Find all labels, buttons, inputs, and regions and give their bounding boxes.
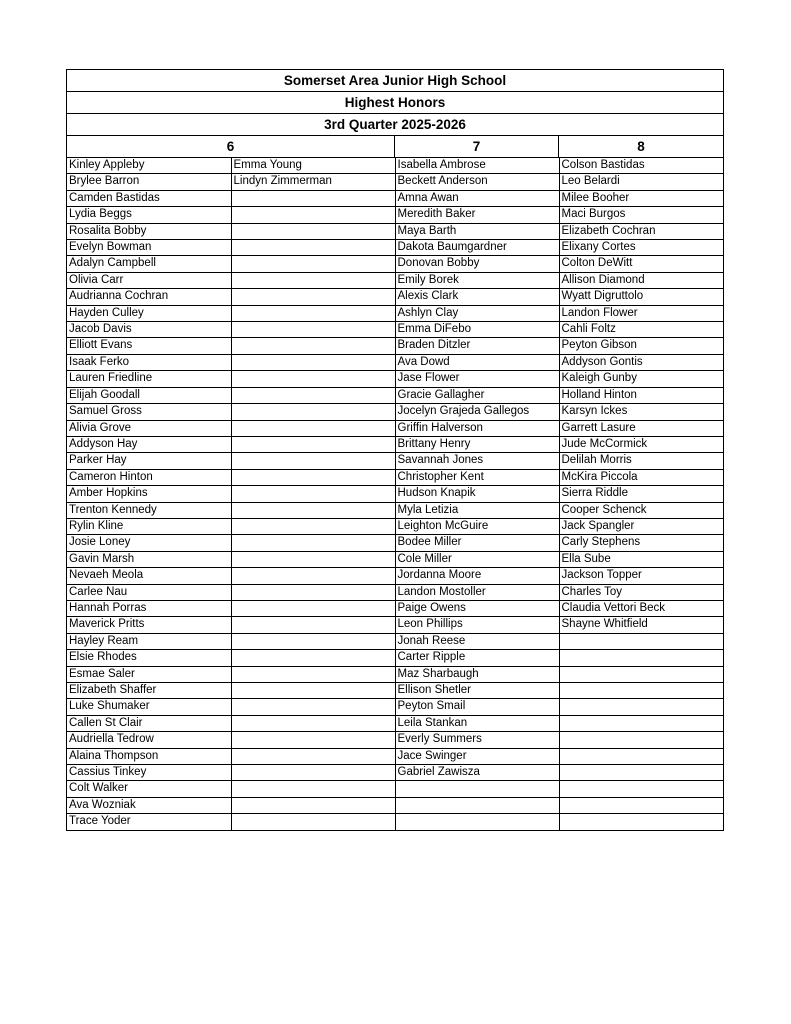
grade-6-name-cell: Audrianna Cochran (67, 289, 231, 305)
grade-7-name-cell: Myla Letizia (395, 502, 559, 518)
grade-7-name-cell: Brittany Henry (395, 436, 559, 452)
grade-6-name-cell: Evelyn Bowman (67, 240, 231, 256)
grade-7-name-cell: Donovan Bobby (395, 256, 559, 272)
grade-6-name-cell (231, 633, 395, 649)
grade-6-name-cell (231, 699, 395, 715)
grade-7-name-cell: Landon Mostoller (395, 584, 559, 600)
table-row (67, 272, 723, 288)
grade-6-name-cell (231, 715, 395, 731)
grade-7-name-cell: Everly Summers (395, 732, 559, 748)
grade-7-name-cell: Peyton Smail (395, 699, 559, 715)
grade-7-name-cell: Leighton McGuire (395, 518, 559, 534)
grade-6-name-cell: Rosalita Bobby (67, 223, 231, 239)
grade-6-name-cell: Addyson Hay (67, 436, 231, 452)
grade-6-name-cell (231, 272, 395, 288)
table-row (67, 715, 723, 731)
grade-6-name-cell: Lauren Friedline (67, 371, 231, 387)
grade-8-name-cell: Sierra Riddle (559, 486, 723, 502)
table-row (67, 781, 723, 797)
table-row (67, 387, 723, 403)
grade-6-name-cell: Lydia Beggs (67, 207, 231, 223)
table-row (67, 289, 723, 305)
grade-7-name-cell: Maya Barth (395, 223, 559, 239)
grade-6-name-cell (231, 797, 395, 813)
table-row (67, 305, 723, 321)
grade-6-name-cell (231, 683, 395, 699)
grade-8-name-cell: Delilah Morris (559, 453, 723, 469)
table-row (67, 190, 723, 206)
grade-8-name-cell: Jack Spangler (559, 518, 723, 534)
grade-6-name-cell: Adalyn Campbell (67, 256, 231, 272)
table-row (67, 568, 723, 584)
grade-7-name-cell: Gracie Gallagher (395, 387, 559, 403)
grade-8-name-cell (559, 814, 723, 830)
grade-6-name-cell (231, 584, 395, 600)
grade-7-name-cell: Savannah Jones (395, 453, 559, 469)
grade-7-name-cell: Emma DiFebo (395, 322, 559, 338)
honor-title: Highest Honors (67, 92, 723, 114)
grade-6-name-cell: Callen St Clair (67, 715, 231, 731)
grade-6-name-cell: Kinley Appleby (67, 158, 231, 174)
grade-7-name-cell: Leon Phillips (395, 617, 559, 633)
table-row (67, 748, 723, 764)
grade-7-name-cell: Carter Ripple (395, 650, 559, 666)
table-row (67, 322, 723, 338)
grade-6-header: 6 (67, 136, 395, 157)
grade-8-name-cell (559, 650, 723, 666)
table-row (67, 732, 723, 748)
grade-8-name-cell: Milee Booher (559, 190, 723, 206)
grade-6-name-cell: Esmae Saler (67, 666, 231, 682)
grade-6-name-cell (231, 404, 395, 420)
grade-7-name-cell: Beckett Anderson (395, 174, 559, 190)
school-title: Somerset Area Junior High School (67, 70, 723, 92)
grade-6-name-cell (231, 518, 395, 534)
grade-6-name-cell (231, 453, 395, 469)
grade-8-name-cell: Cooper Schenck (559, 502, 723, 518)
grade-6-name-cell: Samuel Gross (67, 404, 231, 420)
grade-8-name-cell (559, 715, 723, 731)
table-row (67, 600, 723, 616)
grade-6-name-cell (231, 765, 395, 781)
table-row (67, 699, 723, 715)
grade-7-name-cell: Hudson Knapik (395, 486, 559, 502)
grade-7-name-cell: Christopher Kent (395, 469, 559, 485)
grade-7-name-cell: Maz Sharbaugh (395, 666, 559, 682)
grade-6-name-cell (231, 732, 395, 748)
grade-6-name-cell (231, 551, 395, 567)
grade-8-name-cell (559, 666, 723, 682)
grade-8-name-cell: McKira Piccola (559, 469, 723, 485)
grade-6-name-cell: Maverick Pritts (67, 617, 231, 633)
table-row (67, 683, 723, 699)
table-row (67, 584, 723, 600)
grade-6-name-cell: Lindyn Zimmerman (231, 174, 395, 190)
grade-6-name-cell: Alivia Grove (67, 420, 231, 436)
grade-8-name-cell: Elizabeth Cochran (559, 223, 723, 239)
grade-7-name-cell: Paige Owens (395, 600, 559, 616)
grade-7-name-cell: Isabella Ambrose (395, 158, 559, 174)
table-row (67, 797, 723, 813)
grade-8-name-cell: Colson Bastidas (559, 158, 723, 174)
grade-6-name-cell: Josie Loney (67, 535, 231, 551)
table-row (67, 420, 723, 436)
grade-6-name-cell (231, 617, 395, 633)
grade-7-name-cell: Cole Miller (395, 551, 559, 567)
grade-8-name-cell: Holland Hinton (559, 387, 723, 403)
honor-roll-sheet (66, 69, 724, 831)
grade-8-name-cell: Charles Toy (559, 584, 723, 600)
table-row (67, 765, 723, 781)
grade-6-name-cell (231, 322, 395, 338)
table-row (67, 404, 723, 420)
grade-7-name-cell (395, 781, 559, 797)
grade-6-name-cell: Cameron Hinton (67, 469, 231, 485)
grade-8-name-cell: Maci Burgos (559, 207, 723, 223)
grade-6-name-cell: Hayley Ream (67, 633, 231, 649)
grade-6-name-cell (231, 814, 395, 830)
grade-6-name-cell: Elsie Rhodes (67, 650, 231, 666)
grade-6-name-cell: Ava Wozniak (67, 797, 231, 813)
grade-7-name-cell: Ellison Shetler (395, 683, 559, 699)
grade-8-name-cell (559, 781, 723, 797)
grade-8-name-cell: Kaleigh Gunby (559, 371, 723, 387)
grade-8-name-cell (559, 748, 723, 764)
grade-8-name-cell: Claudia Vettori Beck (559, 600, 723, 616)
grade-8-name-cell: Jude McCormick (559, 436, 723, 452)
table-row (67, 371, 723, 387)
table-row (67, 633, 723, 649)
grade-6-name-cell (231, 666, 395, 682)
table-row (67, 174, 723, 190)
grade-6-name-cell: Hayden Culley (67, 305, 231, 321)
grade-7-header: 7 (395, 136, 559, 157)
grade-6-name-cell (231, 256, 395, 272)
grade-header-row (67, 136, 723, 158)
grade-6-name-cell: Elijah Goodall (67, 387, 231, 403)
grade-7-name-cell: Bodee Miller (395, 535, 559, 551)
grade-6-name-cell (231, 371, 395, 387)
grade-8-name-cell: Colton DeWitt (559, 256, 723, 272)
table-row (67, 486, 723, 502)
grade-6-name-cell (231, 387, 395, 403)
grade-8-header: 8 (637, 139, 645, 154)
grade-8-name-cell: Elixany Cortes (559, 240, 723, 256)
table-row (67, 338, 723, 354)
grade-6-name-cell (231, 223, 395, 239)
grade-8-name-cell (559, 732, 723, 748)
grade-8-name-cell (559, 765, 723, 781)
grade-8-name-cell (559, 633, 723, 649)
grade-6-name-cell (231, 781, 395, 797)
grade-6-name-cell: Olivia Carr (67, 272, 231, 288)
grade-6-name-cell (231, 535, 395, 551)
grade-7-name-cell: Alexis Clark (395, 289, 559, 305)
grade-6-name-cell: Trace Yoder (67, 814, 231, 830)
grade-7-name-cell: Amna Awan (395, 190, 559, 206)
grade-8-name-cell: Karsyn Ickes (559, 404, 723, 420)
grade-6-name-cell: Brylee Barron (67, 174, 231, 190)
grade-6-name-cell (231, 305, 395, 321)
grade-6-name-cell: Trenton Kennedy (67, 502, 231, 518)
grade-8-name-cell (559, 699, 723, 715)
grade-6-name-cell (231, 600, 395, 616)
table-row (67, 207, 723, 223)
grade-7-name-cell: Jase Flower (395, 371, 559, 387)
grade-6-name-cell (231, 354, 395, 370)
grade-8-name-cell: Wyatt Digruttolo (559, 289, 723, 305)
grade-6-name-cell: Cassius Tinkey (67, 765, 231, 781)
grade-6-name-cell: Gavin Marsh (67, 551, 231, 567)
grade-7-name-cell: Jordanna Moore (395, 568, 559, 584)
grade-7-name-cell: Meredith Baker (395, 207, 559, 223)
grade-6-name-cell: Audriella Tedrow (67, 732, 231, 748)
grade-6-name-cell: Amber Hopkins (67, 486, 231, 502)
grade-8-name-cell: Peyton Gibson (559, 338, 723, 354)
grade-6-name-cell: Luke Shumaker (67, 699, 231, 715)
grade-8-name-cell: Addyson Gontis (559, 354, 723, 370)
grade-6-name-cell (231, 338, 395, 354)
grade-8-name-cell: Leo Belardi (559, 174, 723, 190)
grade-7-name-cell: Griffin Halverson (395, 420, 559, 436)
roster-table (67, 158, 723, 830)
table-row (67, 158, 723, 174)
grade-7-name-cell: Dakota Baumgardner (395, 240, 559, 256)
grade-7-name-cell: Ashlyn Clay (395, 305, 559, 321)
grade-6-name-cell: Camden Bastidas (67, 190, 231, 206)
table-row (67, 436, 723, 452)
table-row (67, 535, 723, 551)
grade-6-name-cell (231, 650, 395, 666)
table-row (67, 469, 723, 485)
table-row (67, 354, 723, 370)
grade-8-name-cell: Shayne Whitfield (559, 617, 723, 633)
table-row (67, 223, 723, 239)
table-row (67, 814, 723, 830)
grade-8-name-cell (559, 683, 723, 699)
grade-7-name-cell: Leila Stankan (395, 715, 559, 731)
grade-8-name-cell: Landon Flower (559, 305, 723, 321)
grade-6-name-cell: Nevaeh Meola (67, 568, 231, 584)
table-row (67, 617, 723, 633)
quarter-title: 3rd Quarter 2025-2026 (67, 114, 723, 136)
grade-6-name-cell: Rylin Kline (67, 518, 231, 534)
grade-6-name-cell (231, 190, 395, 206)
grade-6-name-cell (231, 486, 395, 502)
grade-8-name-cell: Carly Stephens (559, 535, 723, 551)
grade-7-name-cell: Jocelyn Grajeda Gallegos (395, 404, 559, 420)
grade-6-name-cell (231, 289, 395, 305)
grade-6-name-cell (231, 469, 395, 485)
grade-6-name-cell: Emma Young (231, 158, 395, 174)
grade-8-name-cell: Cahli Foltz (559, 322, 723, 338)
grade-7-name-cell: Jonah Reese (395, 633, 559, 649)
grade-8-name-cell: Jackson Topper (559, 568, 723, 584)
table-row (67, 551, 723, 567)
grade-6-name-cell: Jacob Davis (67, 322, 231, 338)
grade-6-name-cell (231, 207, 395, 223)
grade-7-name-cell: Emily Borek (395, 272, 559, 288)
grade-7-name-cell: Gabriel Zawisza (395, 765, 559, 781)
grade-6-name-cell (231, 240, 395, 256)
grade-6-name-cell (231, 420, 395, 436)
table-row (67, 650, 723, 666)
grade-6-name-cell: Elliott Evans (67, 338, 231, 354)
grade-6-name-cell: Elizabeth Shaffer (67, 683, 231, 699)
grade-6-name-cell: Alaina Thompson (67, 748, 231, 764)
grade-7-name-cell: Braden Ditzler (395, 338, 559, 354)
table-row (67, 666, 723, 682)
table-row (67, 240, 723, 256)
grade-6-name-cell: Hannah Porras (67, 600, 231, 616)
grade-8-name-cell: Garrett Lasure (559, 420, 723, 436)
grade-6-name-cell: Colt Walker (67, 781, 231, 797)
grade-8-name-cell (559, 797, 723, 813)
table-row (67, 518, 723, 534)
grade-6-name-cell (231, 436, 395, 452)
grade-6-name-cell (231, 748, 395, 764)
table-row (67, 256, 723, 272)
grade-6-name-cell (231, 502, 395, 518)
grade-6-name-cell: Parker Hay (67, 453, 231, 469)
table-row (67, 502, 723, 518)
grade-8-name-cell: Allison Diamond (559, 272, 723, 288)
grade-8-name-cell: Ella Sube (559, 551, 723, 567)
grade-7-name-cell: Ava Dowd (395, 354, 559, 370)
grade-7-name-cell: Jace Swinger (395, 748, 559, 764)
grade-7-name-cell (395, 814, 559, 830)
grade-6-name-cell: Carlee Nau (67, 584, 231, 600)
grade-6-name-cell (231, 568, 395, 584)
grade-7-name-cell (395, 797, 559, 813)
table-row (67, 453, 723, 469)
grade-6-name-cell: Isaak Ferko (67, 354, 231, 370)
